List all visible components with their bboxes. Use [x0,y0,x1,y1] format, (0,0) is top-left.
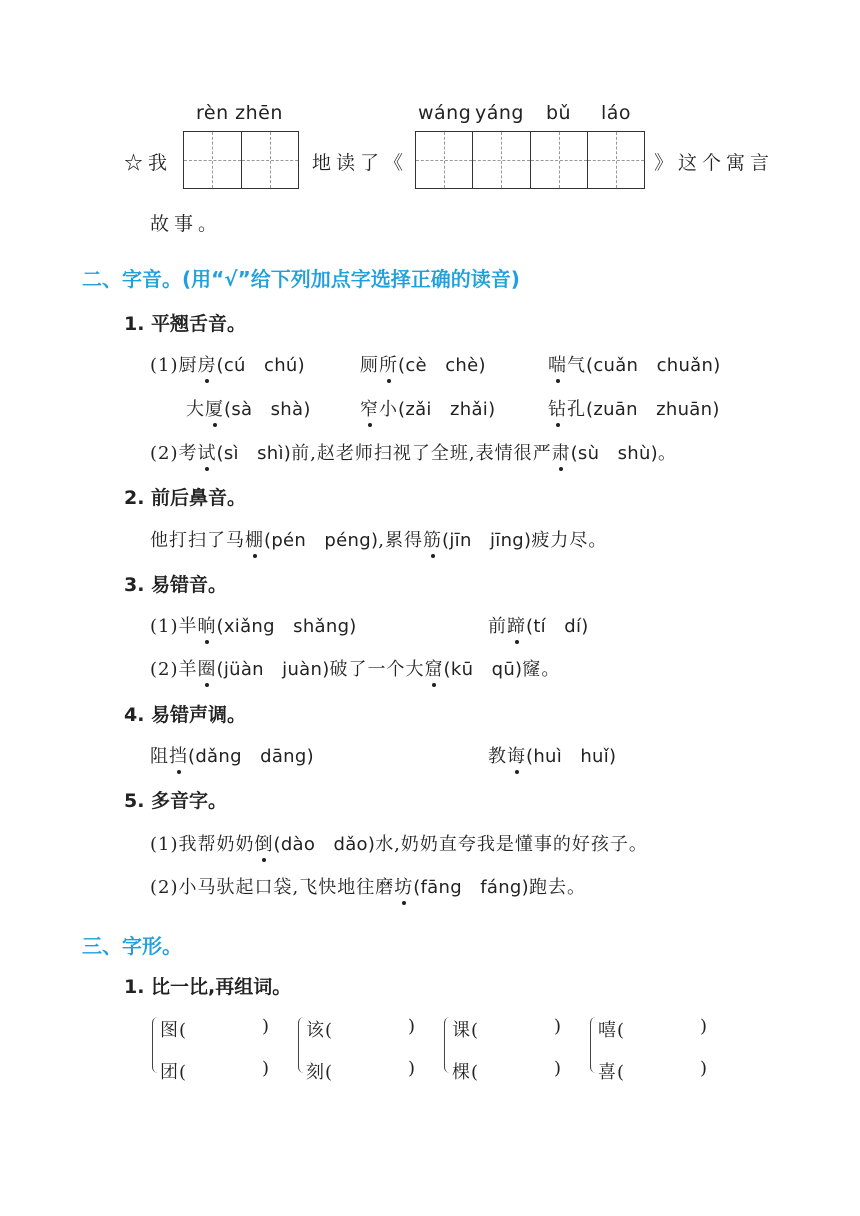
word-close: ) [554,1016,563,1037]
q3-title: 3. 易错音。 [124,574,228,596]
brace [298,1017,305,1073]
dotted-char: 厦 [205,399,224,420]
word-close: ) [408,1058,417,1079]
dotted-char: 筋 [423,530,443,551]
next-line: 故事。 [150,213,223,235]
q1-row1-item1: (1)厨房(cú chú) [150,355,305,376]
q3-row1a: (1)半晌(xiǎng shǎng) [150,616,357,637]
dotted-char: 房 [197,355,217,376]
word-close: ) [700,1016,709,1037]
dotted-char: 所 [379,355,398,376]
dotted-char: 窄 [360,399,379,420]
word-top-3: 课( [452,1020,480,1041]
dotted-char: 钻 [548,399,567,420]
word-bottom-3: 棵( [452,1062,480,1083]
word-bottom-2: 刻( [306,1062,334,1083]
q1-row1-item2: 厕所(cè chè) [360,355,486,376]
writing-grid-wangyangbulao[interactable] [415,131,645,189]
pinyin-lao: láo [601,102,632,124]
star-prefix: ☆我 [124,152,173,174]
q1-row1-item3: 喘气(cuǎn chuǎn) [548,355,721,376]
dotted-char: 窟 [424,659,444,680]
dotted-char: 喘 [548,355,567,376]
word-top-2: 该( [306,1020,334,1041]
word-top-4: 嘻( [598,1020,626,1041]
q5-row2: (2)小马驮起口袋,飞快地往磨坊(fāng fáng)跑去。 [150,877,586,898]
q1-row2-item3: 钻孔(zuān zhuān) [548,399,720,420]
dotted-char: 试 [197,443,217,464]
pinyin-renzhen: rèn zhēn [196,102,283,124]
q2-row: 他打扫了马棚(pén péng),累得筋(jīn jīng)疲力尽。 [150,530,608,551]
brace [444,1017,451,1073]
section3-title: 三、字形。 [82,934,182,958]
q1-title: 1. 平翘舌音。 [124,313,247,335]
word-close: ) [554,1058,563,1079]
word-bottom-4: 喜( [598,1062,626,1083]
q4-item-a: 阻挡(dǎng dāng) [150,746,314,767]
q5-title: 5. 多音字。 [124,790,228,812]
section3-q1-title: 1. 比一比,再组词。 [124,976,292,998]
dotted-char: 肃 [551,443,571,464]
q5-row1: (1)我帮奶奶倒(dào dǎo)水,奶奶直夸我是懂事的好孩子。 [150,834,648,855]
q1-row2-item1: 大厦(sà shà) [186,399,311,420]
dotted-char: 圈 [197,659,217,680]
writing-grid-renzhen[interactable] [183,131,299,189]
word-close: ) [700,1058,709,1079]
q1-row2-item2: 窄小(zǎi zhǎi) [360,399,496,420]
pinyin-wang: wáng [418,102,472,124]
word-close: ) [262,1016,271,1037]
word-close: ) [408,1016,417,1037]
pinyin-bu: bǔ [546,102,572,124]
q4-item-b: 教诲(huì huǐ) [488,746,617,767]
brace [590,1017,597,1073]
word-close: ) [262,1058,271,1079]
pinyin-yang: yáng [475,102,524,124]
word-bottom-1: 团( [160,1062,188,1083]
q2-title: 2. 前后鼻音。 [124,487,247,509]
q3-row1b: 前蹄(tí dí) [488,616,589,637]
mid-text: 地读了《 [312,152,409,174]
brace [152,1017,159,1073]
dotted-char: 倒 [254,834,274,855]
dotted-char: 诲 [507,746,526,767]
dotted-char: 坊 [394,877,414,898]
q4-title: 4. 易错声调。 [124,704,247,726]
dotted-char: 蹄 [507,616,526,637]
dotted-char: 挡 [169,746,188,767]
q3-row2: (2)羊圈(jüàn juàn)破了一个大窟(kū qū)窿。 [150,659,561,680]
dotted-char: 棚 [245,530,264,551]
q1-row3: (2)考试(sì shì)前,赵老师扫视了全班,表情很严肃(sù shù)。 [150,443,678,464]
end-text: 》这个寓言 [654,152,775,174]
dotted-char: 晌 [197,616,217,637]
section2-title: 二、字音。(用“√”给下列加点字选择正确的读音) [82,267,520,291]
word-top-1: 图( [160,1020,188,1041]
